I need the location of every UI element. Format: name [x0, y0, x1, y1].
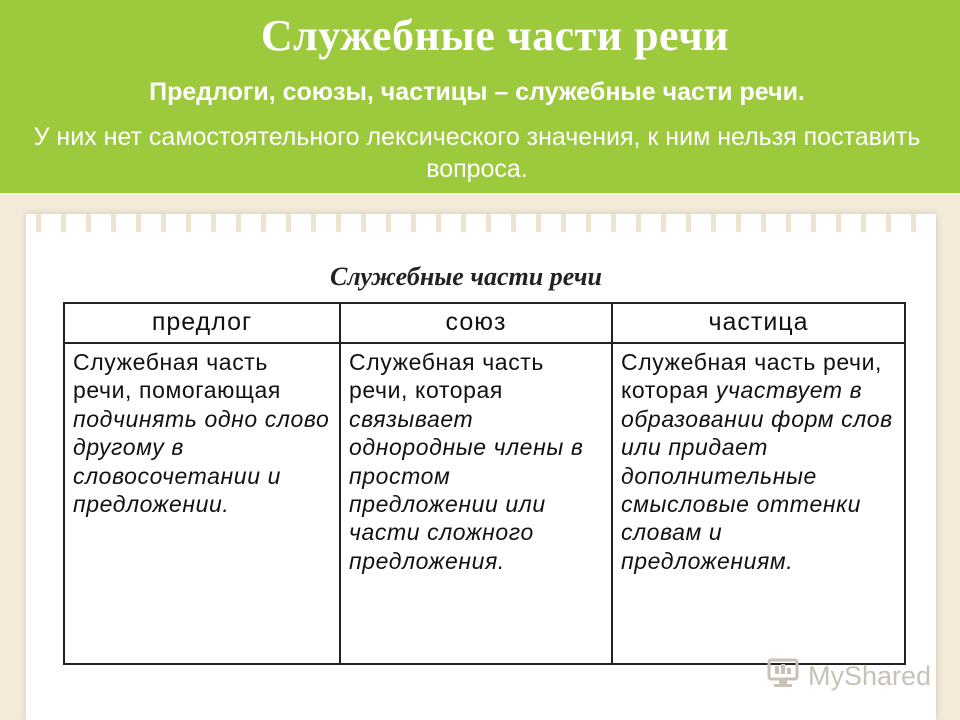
perforation-tick	[486, 214, 491, 232]
title-banner	[0, 0, 960, 193]
definition-conjunction	[340, 343, 612, 664]
perforation-tick	[136, 214, 141, 232]
perforation-tick	[911, 214, 916, 232]
perforation-tick	[386, 214, 391, 232]
perforation-tick	[786, 214, 791, 232]
perforation-tick	[286, 214, 291, 232]
definition-plain: Служебная часть речи, которая	[621, 349, 883, 404]
column-header-preposition: предлог	[64, 303, 340, 343]
perforation-tick	[736, 214, 741, 232]
watermark	[766, 656, 931, 696]
slide-title: Служебные части речи	[260, 11, 730, 60]
definition-italic: связывает однородные члены в простом предложении или части сложного предложения.	[349, 405, 584, 574]
perforation-tick	[886, 214, 891, 232]
table-row	[64, 343, 905, 664]
definition-preposition	[64, 343, 340, 664]
slide-description: У них нет самостоятельного лексического значения, к ним нельзя поставить вопроса.	[33, 123, 921, 183]
perforation-tick	[561, 214, 566, 232]
perforation-tick	[411, 214, 416, 232]
perforation-tick	[161, 214, 166, 232]
perforation-tick	[836, 214, 841, 232]
definition-italic: участвует в образовании форм слов или придает дополнительные смысловые оттенки словам и предложениям.	[621, 377, 893, 574]
definition-particle	[612, 343, 905, 664]
perforation-tick	[436, 214, 441, 232]
column-header-conjunction: союз	[340, 303, 612, 343]
perforation-tick	[236, 214, 241, 232]
column-header-particle: частица	[612, 303, 905, 343]
perforation-tick	[361, 214, 366, 232]
perforation-tick	[861, 214, 866, 232]
paper-perforation	[26, 214, 936, 234]
definition-plain: Служебная часть речи, которая	[349, 349, 545, 404]
definition-italic: подчинять одно слово другому в словосочетании и предложении.	[73, 405, 330, 518]
perforation-tick	[511, 214, 516, 232]
definition-plain: Служебная часть речи, помогающая	[73, 349, 281, 404]
perforation-tick	[211, 214, 216, 232]
perforation-tick	[111, 214, 116, 232]
parts-of-speech-table	[63, 302, 906, 665]
slide-subtitle: Предлоги, союзы, частицы – служебные части речи.	[149, 78, 805, 106]
perforation-tick	[586, 214, 591, 232]
perforation-tick	[536, 214, 541, 232]
perforation-tick	[461, 214, 466, 232]
perforation-tick	[761, 214, 766, 232]
perforation-tick	[36, 214, 41, 232]
perforation-tick	[261, 214, 266, 232]
perforation-tick	[336, 214, 341, 232]
perforation-tick	[686, 214, 691, 232]
monitor-icon	[766, 656, 800, 697]
perforation-tick	[61, 214, 66, 232]
perforation-tick	[611, 214, 616, 232]
table-header-row	[64, 303, 905, 343]
perforation-tick	[811, 214, 816, 232]
table-heading: Служебные части речи	[330, 262, 603, 291]
watermark-text: MyShared	[808, 660, 932, 691]
perforation-tick	[636, 214, 641, 232]
perforation-tick	[311, 214, 316, 232]
perforation-tick	[186, 214, 191, 232]
perforation-tick	[711, 214, 716, 232]
perforation-tick	[86, 214, 91, 232]
perforation-tick	[661, 214, 666, 232]
